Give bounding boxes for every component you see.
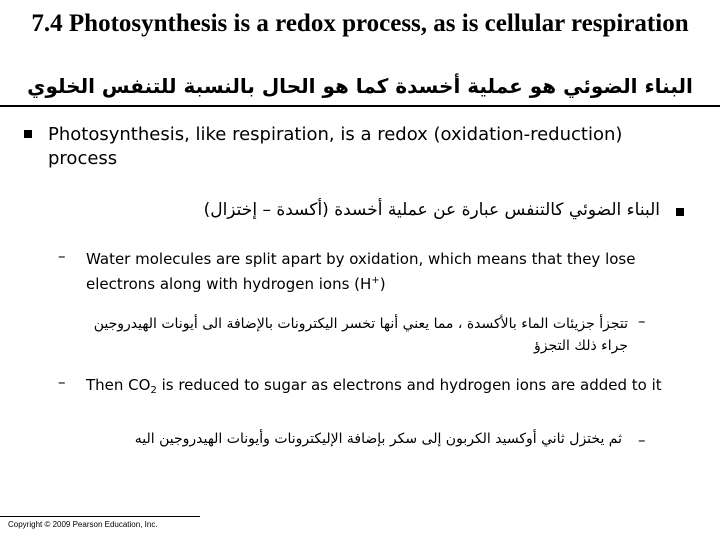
bullet-1-arabic: البناء الضوئي كالتنفس عبارة عن عملية أخسدة (أكسدة – إختزال) <box>203 200 660 220</box>
co2-subscript: 2 <box>150 385 157 396</box>
bullet-marker-arabic <box>676 208 684 216</box>
slide-title: 7.4 Photosynthesis is a redox process, as is cellular respiration <box>31 10 689 37</box>
footer-divider <box>0 516 200 517</box>
title-divider <box>0 105 720 107</box>
hydrogen-ion-charge: + <box>371 275 380 286</box>
bullet-1-english: Photosynthesis, like respiration, is a redox (oxidation-reduction) process <box>48 124 623 169</box>
sub-bullet-dash: – <box>58 247 66 265</box>
sub-bullet-dash-arabic: – <box>638 312 646 330</box>
copyright-notice: Copyright © 2009 Pearson Education, Inc. <box>8 520 158 529</box>
sub-bullet-1-text: Water molecules are split apart by oxidation, which means that they lose electrons along with hydrogen ions (H <box>86 250 636 293</box>
sub-bullet-dash-arabic: – <box>638 431 646 449</box>
bullet-marker <box>24 130 32 138</box>
sub-bullet-2-text: Then CO <box>86 376 151 394</box>
sub-bullet-2-arabic: ثم يختزل ثاني أوكسيد الكربون إلى سكر بإضافة الإليكترونات وأيونات الهيدروجين اليه <box>134 431 622 447</box>
sub-bullet-2-text-end: is reduced to sugar as electrons and hydrogen ions are added to it <box>156 376 662 394</box>
sub-bullet-2-english <box>86 375 686 401</box>
sub-bullet-1-english <box>86 249 686 295</box>
slide-title-arabic: البناء الضوئي هو عملية أخسدة كما هو الحال بالنسبة للتنفس الخلوي <box>27 74 693 98</box>
sub-bullet-1-text-end: ) <box>379 275 386 293</box>
sub-bullet-dash: – <box>58 373 66 391</box>
sub-bullet-1-arabic: تتجزأ جزيئات الماء بالأكسدة ، مما يعني أنها تخسر اليكترونات بالإضافة الى أيونات الهيدروجين جراء ذلك التجزؤ <box>93 316 628 354</box>
